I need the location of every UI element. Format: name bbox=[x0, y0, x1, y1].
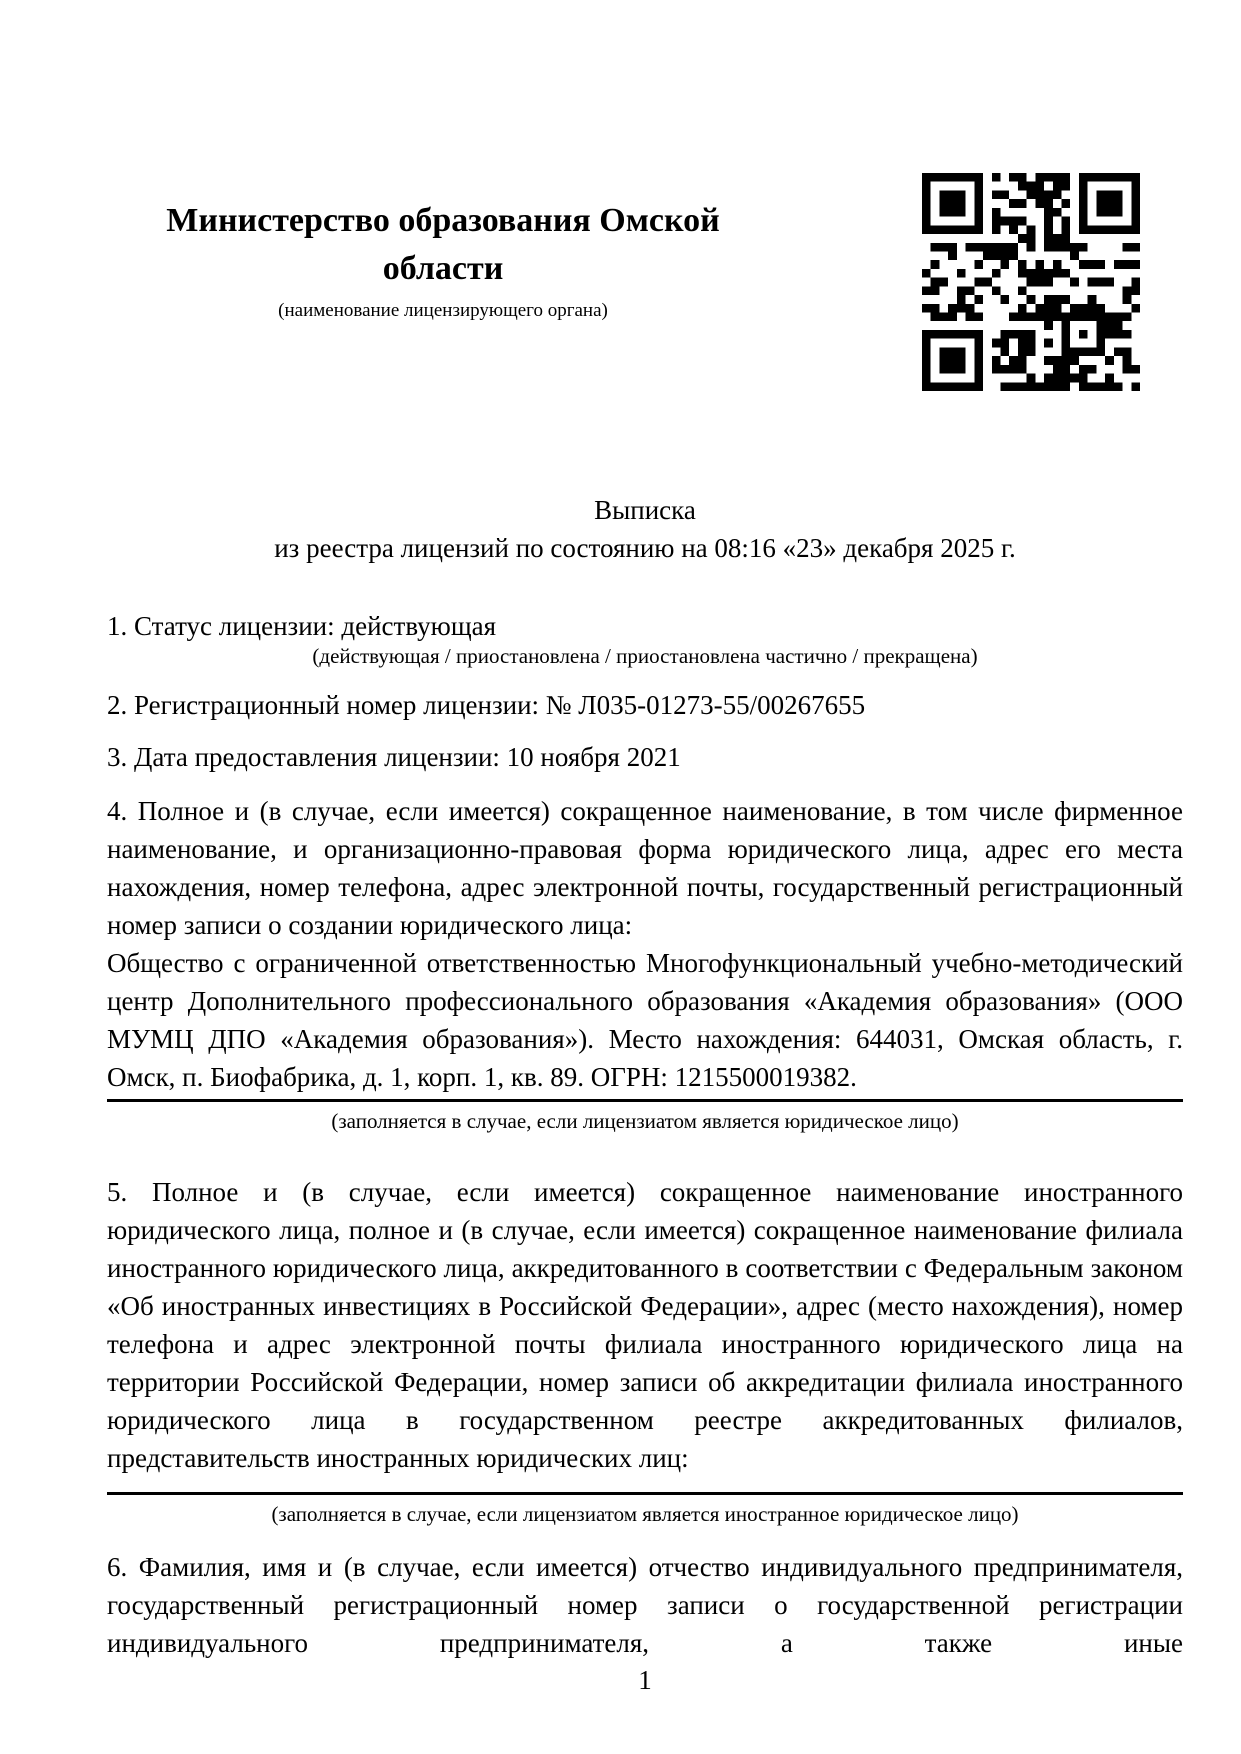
license-status-line: 1. Статус лицензии: действующая bbox=[107, 611, 497, 641]
item4-fill-caption: (заполняется в случае, если лицензиатом является юридическое лицо) bbox=[331, 1109, 959, 1133]
document-subtitle: из реестра лицензий по состоянию на 08:16 «23» декабря 2025 г. bbox=[274, 533, 1016, 563]
item5-foreign-entity-text: 5. Полное и (в случае, если имеется) сокращенное наименование иностранного юридического лица, полное и (в случае, если имеется) сокращенное наименование филиала иностранного юридического лица, аккредитованного в соответствии с Федеральным законом «Об иностранных инвестициях в Российской Федерации», адрес (место нахождения), номер телефона и адрес электронной почты филиала иностранного юридического лица на территории Российской Федерации, номер записи об аккредитации филиала иностранного юридического лица в государственном реестре аккредитованных филиалов, представительств иностранных юридических лиц: bbox=[107, 1177, 1183, 1473]
document-title: Выписка bbox=[594, 495, 696, 525]
license-registration-number-line: 2. Регистрационный номер лицензии: № Л035-01273-55/00267655 bbox=[107, 690, 866, 720]
item4-legal-entity-value: Общество с ограниченной ответственностью Многофункциональный учебно-методический центр Дополнительного профессионального образования «Академия образования» (ООО МУМЦ ДПО «Академия образования»). Место нахождения: 644031, Омская область, г. Омск, п. Биофабрика, д. 1, корп. 1, кв. 89. ОГРН: 1215500019382. bbox=[107, 948, 1183, 1092]
document-title-block bbox=[107, 491, 1183, 567]
item5-fill-caption: (заполняется в случае, если лицензиатом является иностранное юридическое лицо) bbox=[271, 1502, 1019, 1526]
licensing-authority-caption: (наименование лицензирующего органа) bbox=[278, 300, 608, 321]
fill-line-foreign-entity bbox=[107, 1492, 1183, 1495]
page-number: 1 bbox=[638, 1665, 652, 1695]
licensing-authority-block bbox=[107, 155, 779, 325]
qr-code-icon bbox=[922, 173, 1140, 391]
item6-individual-entrepreneur-text: 6. Фамилия, имя и (в случае, если имеется) отчество индивидуального предпринимателя, государственный регистрационный номер записи о государственной регистрации индивидуального предпринимателя, а также иные bbox=[107, 1552, 1183, 1658]
item4-legal-entity-label: 4. Полное и (в случае, если имеется) сокращенное наименование, в том числе фирменное наименование, и организационно-правовая форма юридического лица, адрес его места нахождения, номер телефона, адрес электронной почты, государственный регистрационный номер записи о создании юридического лица: bbox=[107, 796, 1183, 940]
license-grant-date-line: 3. Дата предоставления лицензии: 10 ноября 2021 bbox=[107, 742, 681, 772]
fill-line-legal-entity bbox=[107, 1099, 1183, 1102]
license-status-caption: (действующая / приостановлена / приостановлена частично / прекращена) bbox=[312, 644, 978, 668]
document-header bbox=[107, 0, 1183, 391]
licensing-authority-name: Министерство образования Омской области bbox=[166, 202, 720, 287]
